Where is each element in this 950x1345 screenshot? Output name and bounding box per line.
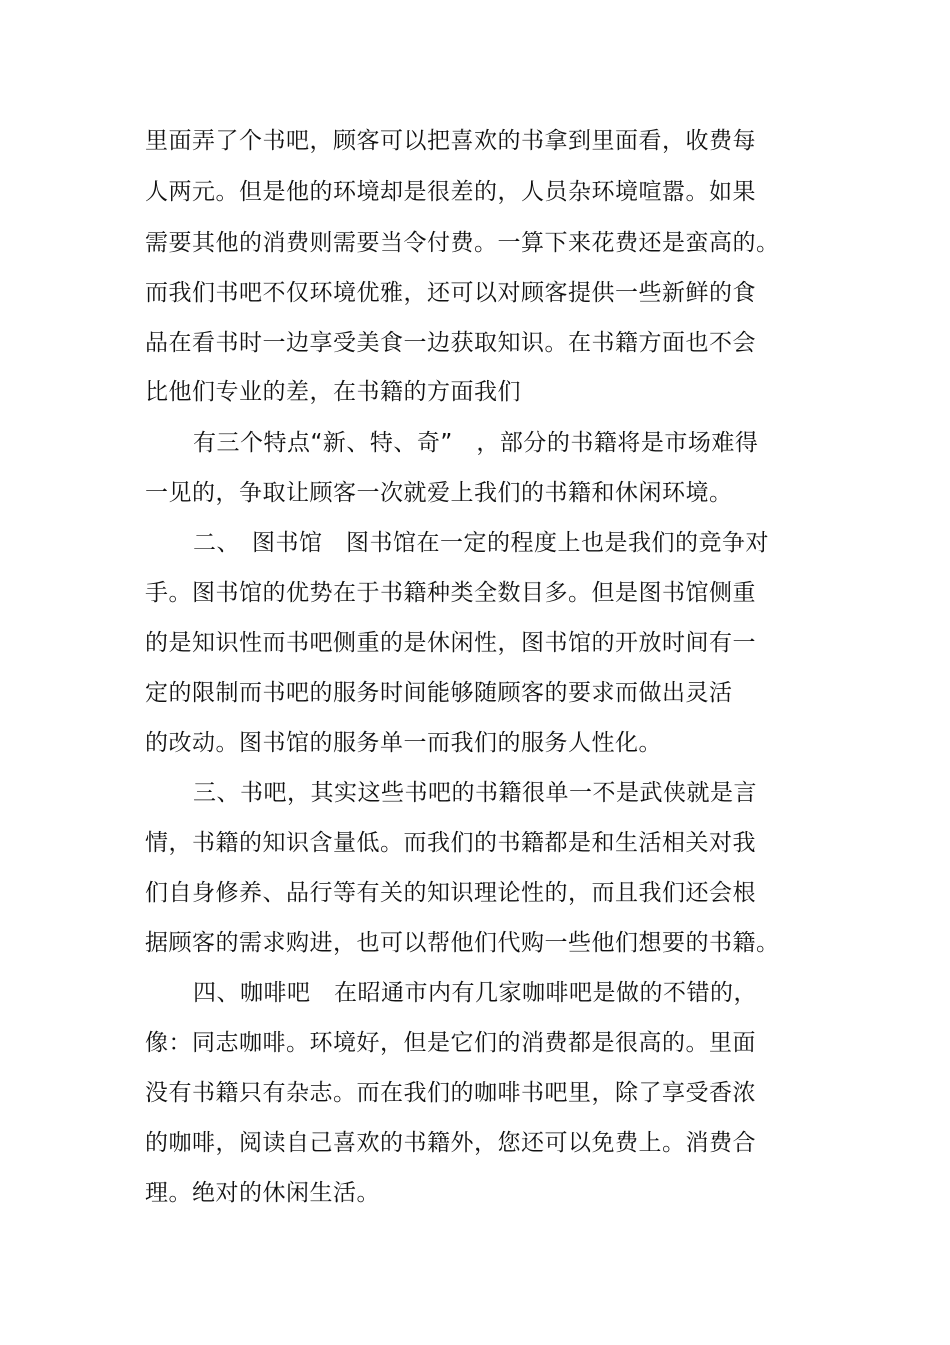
paragraph-line: 人两元。但是他的环境却是很差的，人员杂环境喧嚣。如果 (145, 179, 756, 205)
paragraph-line: 一见的，争取让顾客一次就爱上我们的书籍和休闲环境。 (145, 480, 733, 506)
paragraph-line: 而我们书吧不仅环境优雅，还可以对顾客提供一些新鲜的食 (145, 280, 756, 306)
paragraph-line: 情，书籍的知识含量低。而我们的书籍都是和生活相关对我 (145, 830, 756, 856)
paragraph-line: 需要其他的消费则需要当令付费。一算下来花费还是蛮高的。 (145, 230, 780, 256)
paragraph-line: 的改动。图书馆的服务单一而我们的服务人性化。 (145, 730, 662, 756)
paragraph-line: 据顾客的需求购进，也可以帮他们代购一些他们想要的书籍。 (145, 930, 780, 956)
paragraph-line: 定的限制而书吧的服务时间能够随顾客的要求而做出灵活 (145, 680, 733, 706)
paragraph-line: 理。绝对的休闲生活。 (145, 1180, 380, 1206)
paragraph-line: 品在看书时一边享受美食一边获取知识。在书籍方面也不会 (145, 330, 756, 356)
paragraph-line: 像：同志咖啡。环境好，但是它们的消费都是很高的。里面 (145, 1030, 756, 1056)
paragraph-line: 里面弄了个书吧，顾客可以把喜欢的书拿到里面看，收费每 (145, 128, 756, 154)
paragraph-line: 比他们专业的差，在书籍的方面我们 (145, 379, 521, 405)
paragraph-line: 们自身修养、品行等有关的知识理论性的，而且我们还会根 (145, 880, 756, 906)
paragraph-line: 的是知识性而书吧侧重的是休闲性，图书馆的开放时间有一 (145, 630, 756, 656)
paragraph-line: 手。图书馆的优势在于书籍种类全数目多。但是图书馆侧重 (145, 580, 756, 606)
paragraph-line: 有三个特点“新、特、奇” ，部分的书籍将是市场难得 (193, 430, 759, 456)
paragraph-line: 没有书籍只有杂志。而在我们的咖啡书吧里，除了享受香浓 (145, 1080, 756, 1106)
paragraph-line: 的咖啡，阅读自己喜欢的书籍外，您还可以免费上。消费合 (145, 1130, 756, 1156)
section-heading-library: 二、 图书馆 图书馆在一定的程度上也是我们的竞争对 (193, 530, 769, 556)
section-heading-bookbar: 三、书吧，其实这些书吧的书籍很单一不是武侠就是言 (193, 780, 757, 806)
section-heading-cafe: 四、咖啡吧 在昭通市内有几家咖啡吧是做的不错的， (193, 980, 757, 1006)
